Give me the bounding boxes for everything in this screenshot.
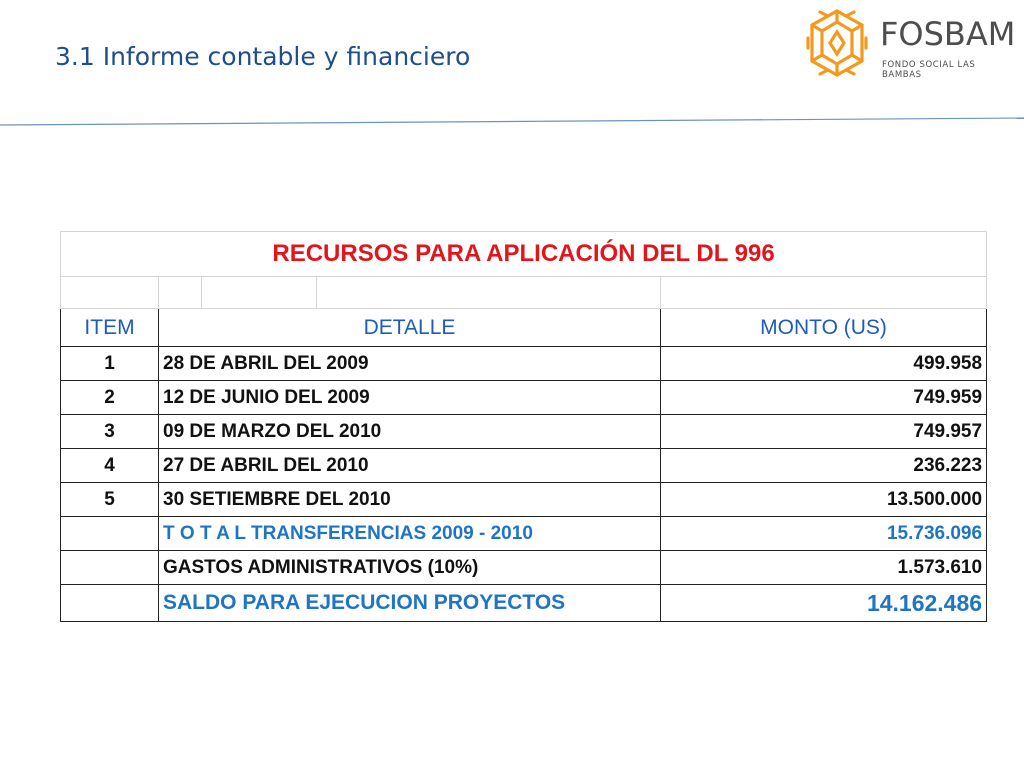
empty-cell <box>317 277 661 309</box>
amount-cell: 499.958 <box>661 347 987 381</box>
item-cell: 4 <box>61 449 159 483</box>
page-title: 3.1 Informe contable y financiero <box>55 42 471 71</box>
empty-cell <box>61 277 159 309</box>
empty-cell <box>61 585 159 622</box>
empty-cell <box>159 277 202 309</box>
item-cell: 5 <box>61 483 159 517</box>
admin-amount: 1.573.610 <box>661 551 987 585</box>
logo-subtitle: FONDO SOCIAL LAS BAMBAS <box>882 60 976 80</box>
logo-name: FOSBAM <box>880 15 1016 53</box>
table-row <box>61 415 987 449</box>
detail-cell: 09 DE MARZO DEL 2010 <box>159 415 661 449</box>
admin-label: GASTOS ADMINISTRATIVOS (10%) <box>159 551 661 585</box>
table-spacer-row <box>61 277 987 309</box>
detail-cell: 28 DE ABRIL DEL 2009 <box>159 347 661 381</box>
detail-cell: 27 DE ABRIL DEL 2010 <box>159 449 661 483</box>
item-cell: 1 <box>61 347 159 381</box>
amount-cell: 749.959 <box>661 381 987 415</box>
fosbam-logo <box>806 8 1018 80</box>
table-header-row <box>61 309 987 347</box>
amount-cell: 236.223 <box>661 449 987 483</box>
detail-cell: 30 SETIEMBRE DEL 2010 <box>159 483 661 517</box>
balance-row <box>61 585 987 622</box>
detail-cell: 12 DE JUNIO DEL 2009 <box>159 381 661 415</box>
table-row <box>61 449 987 483</box>
empty-cell <box>661 277 987 309</box>
table-title-row <box>61 232 987 277</box>
amount-cell: 749.957 <box>661 415 987 449</box>
total-amount: 15.736.096 <box>661 517 987 551</box>
admin-expenses-row <box>61 551 987 585</box>
column-header-item: ITEM <box>61 309 159 347</box>
total-transfers-row <box>61 517 987 551</box>
column-header-amount: MONTO (US) <box>661 309 987 347</box>
table-row <box>61 381 987 415</box>
header-divider <box>0 117 1024 127</box>
empty-cell <box>202 277 317 309</box>
resources-table <box>60 231 987 622</box>
empty-cell <box>61 551 159 585</box>
item-cell: 3 <box>61 415 159 449</box>
total-label: T O T A L TRANSFERENCIAS 2009 - 2010 <box>159 517 661 551</box>
table-row <box>61 483 987 517</box>
item-cell: 2 <box>61 381 159 415</box>
column-header-detail: DETALLE <box>159 309 661 347</box>
empty-cell <box>61 517 159 551</box>
amount-cell: 13.500.000 <box>661 483 987 517</box>
fosbam-logo-icon <box>806 8 868 78</box>
table-row <box>61 347 987 381</box>
table-title: RECURSOS PARA APLICACIÓN DEL DL 996 <box>61 232 987 277</box>
balance-label: SALDO PARA EJECUCION PROYECTOS <box>159 585 661 622</box>
balance-amount: 14.162.486 <box>661 585 987 622</box>
